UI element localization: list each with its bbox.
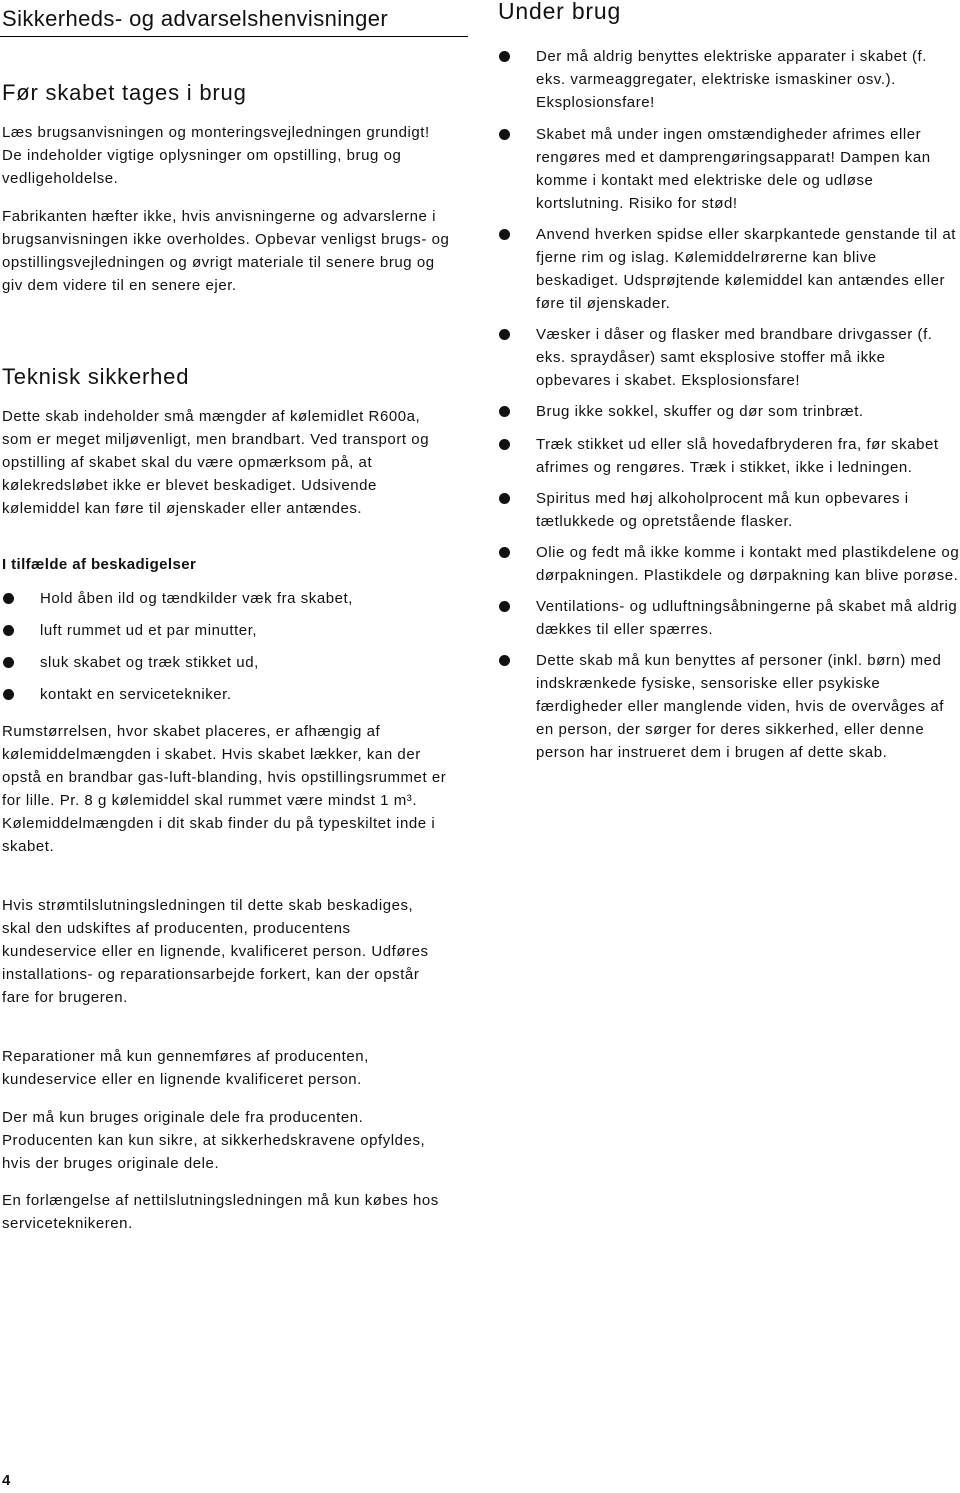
paragraph-power-cord: Hvis strømtilslutningsledningen til dette skab beskadiges, skal den udskiftes af producenten, producentens kundeservice eller en lignende, kvalificeret person. Udføres installations- og reparationsarbejde forkert, kan der opstår fare for brugeren.	[2, 897, 429, 1006]
list-item	[498, 595, 960, 641]
bullet-icon	[3, 625, 14, 636]
page-number: 4	[2, 1472, 11, 1489]
page-title: Sikkerheds- og advarselshenvisninger	[0, 0, 468, 37]
list-item-text: Olie og fedt må ikke komme i kontakt med plastikdelene og dørpakningen. Plastikdele og dørpakning kan blive porøse.	[536, 544, 960, 584]
paragraph-read-manual: Læs brugsanvisningen og monteringsvejledningen grundigt! De indeholder vigtige oplysninger om opstilling, brug og vedligeholdelse.	[2, 124, 430, 187]
list-item-text: Træk stikket ud eller slå hovedafbryderen fra, før skabet afrimes og rengøres. Træk i stikket, ikke i ledningen.	[536, 436, 939, 476]
list-item	[2, 651, 442, 674]
list-item	[498, 323, 960, 392]
list-item-text: Anvend hverken spidse eller skarpkantede genstande til at fjerne rim og islag. Kølemiddelrørerne kan blive beskadiget. Udsprøjtende kølemiddel kan antændes eller føre til øjenskader.	[536, 226, 956, 312]
list-item	[498, 649, 960, 764]
list-item	[498, 541, 960, 587]
list-item-text: luft rummet ud et par minutter,	[40, 622, 258, 639]
list-item	[2, 683, 442, 706]
list-item	[498, 223, 960, 315]
list-item-text: Brug ikke sokkel, skuffer og dør som trinbræt.	[536, 403, 864, 420]
subheading-in-case-of-damage: I tilfælde af beskadigelser	[2, 556, 197, 573]
section-heading-in-use: Under brug	[498, 0, 622, 24]
list-item	[498, 45, 960, 114]
list-item	[498, 487, 960, 533]
paragraph-refrigerant-info: Dette skab indeholder små mængder af kølemidlet R600a, som er meget miljøvenligt, men brandbart. Ved transport og opstilling af skabet skal du være opmærksom på, at kølekredsløbet ikke er blevet beskadiget. Udsivende kølemiddel kan føre til øjenskader eller antændes.	[2, 408, 430, 517]
list-item-text: Ventilations- og udluftningsåbningerne på skabet må aldrig dækkes til eller spærres.	[536, 598, 958, 638]
list-item-text: kontakt en servicetekniker.	[40, 686, 232, 703]
list-item	[498, 400, 960, 423]
list-item	[498, 433, 960, 479]
list-item	[498, 123, 960, 215]
section-heading-technical-safety: Teknisk sikkerhed	[2, 364, 190, 389]
bullet-icon	[499, 547, 510, 558]
bullet-icon	[3, 689, 14, 700]
list-item-text: Spiritus med høj alkoholprocent må kun opbevares i tætlukkede og opretstående flasker.	[536, 490, 909, 530]
bullet-icon	[499, 329, 510, 340]
paragraph-original-parts: Der må kun bruges originale dele fra producenten. Producenten kan kun sikre, at sikkerhedskravene opfyldes, hvis der bruges originale dele.	[2, 1109, 426, 1172]
bullet-icon	[499, 51, 510, 62]
bullet-icon	[499, 601, 510, 612]
paragraph-manufacturer-liability: Fabrikanten hæfter ikke, hvis anvisningerne og advarslerne i brugsanvisningen ikke overholdes. Opbevar venligst brugs- og opstillingsvejledningen og øvrigt materiale til senere brug og giv dem videre til en senere ejer.	[2, 208, 450, 294]
in-use-list	[498, 45, 960, 764]
bullet-icon	[499, 406, 510, 417]
list-item-text: Væsker i dåser og flasker med brandbare drivgasser (f. eks. spraydåser) samt eksplosive stoffer må ikke opbevares i skabet. Eksplosionsfare!	[536, 326, 933, 389]
list-item-text: Dette skab må kun benyttes af personer (inkl. børn) med indskrænkede fysiske, sensoriske eller psykiske færdigheder eller manglende viden, hvis de overvåges af en person, der sørger for deres sikkerhed, eller denne person har instrueret dem i brugen af dette skab.	[536, 652, 944, 761]
bullet-icon	[499, 229, 510, 240]
list-item	[2, 619, 442, 642]
section-heading-before-use: Før skabet tages i brug	[2, 80, 247, 105]
paragraph-extension-cord: En forlængelse af nettilslutningsledningen må kun købes hos serviceteknikeren.	[2, 1192, 439, 1232]
paragraph-repairs: Reparationer må kun gennemføres af producenten, kundeservice eller en lignende kvalificeret person.	[2, 1048, 369, 1088]
bullet-icon	[499, 493, 510, 504]
list-item-text: Der må aldrig benyttes elektriske apparater i skabet (f. eks. varmeaggregater, elektriske ismaskiner osv.). Eksplosionsfare!	[536, 48, 927, 111]
list-item-text: sluk skabet og træk stikket ud,	[40, 654, 259, 671]
list-item	[2, 587, 442, 610]
damage-list	[2, 587, 442, 715]
list-item-text: Skabet må under ingen omstændigheder afrimes eller rengøres med et damprengøringsapparat! Dampen kan komme i kontakt med elektriske dele og udløse kortslutning. Risiko for stød!	[536, 126, 931, 212]
left-column	[0, 0, 468, 1232]
bullet-icon	[499, 439, 510, 450]
bullet-icon	[499, 129, 510, 140]
bullet-icon	[3, 657, 14, 668]
paragraph-room-size: Rumstørrelsen, hvor skabet placeres, er afhængig af kølemiddelmængden i skabet. Hvis skabet lækker, kan der opstå en brandbar gas-luft-blanding, hvis opstillingsrummet er for lille. Pr. 8 g kølemiddel skal rummet være mindst 1 m³. Kølemiddelmængden i dit skab finder du på typeskiltet inde i skabet.	[2, 723, 447, 855]
bullet-icon	[3, 593, 14, 604]
list-item-text: Hold åben ild og tændkilder væk fra skabet,	[40, 590, 353, 607]
bullet-icon	[499, 655, 510, 666]
